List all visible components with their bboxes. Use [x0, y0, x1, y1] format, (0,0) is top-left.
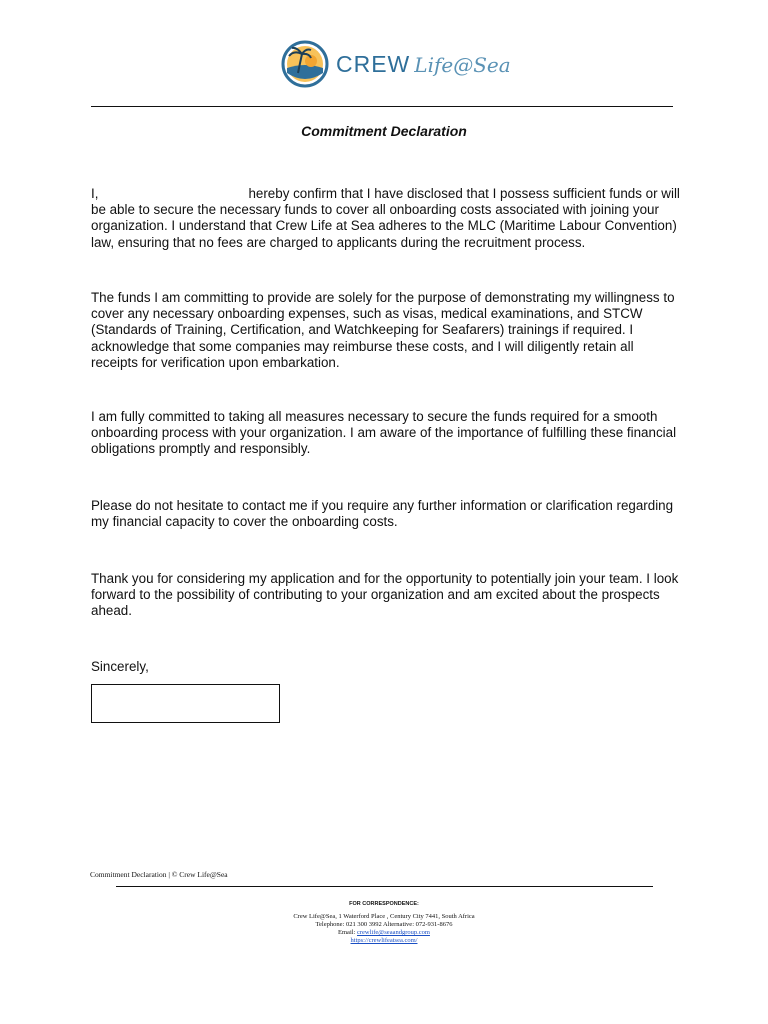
- footer-website-link[interactable]: https://crewlifeatsea.com/: [350, 937, 418, 944]
- brand-word: CREW: [336, 50, 411, 77]
- paragraph-1: [91, 186, 681, 251]
- footer-email-label: Email:: [338, 929, 356, 936]
- paragraph-4: Please do not hesitate to contact me if you require any further information or clarification regarding my financial capacity to cover the onboarding costs.: [91, 498, 674, 530]
- salutation-prefix: I,: [91, 186, 99, 201]
- paragraph-1-text: hereby confirm that I have disclosed that I possess sufficient funds or will be able to secure the necessary funds to cover all onboarding costs associated with joining your organization. I understand that Crew Life at Sea adheres to the MLC (Maritime Labour Convention) law, ensuring that no fees are charged to applicants during the recruitment process.: [91, 186, 680, 250]
- brand-script: Life@Sea: [414, 52, 511, 77]
- footer-telephone: Telephone: 021 300 3992 Alternative: 072-931-8676: [315, 921, 453, 928]
- signature-box[interactable]: [91, 684, 280, 723]
- palm-tree-island-emblem-icon: [280, 39, 330, 89]
- document-title: Commitment Declaration: [301, 123, 467, 139]
- footer-website-line: [0, 937, 768, 945]
- footer-address: Crew Life@Sea, 1 Waterford Place , Century City 7441, South Africa: [293, 913, 475, 920]
- paragraph-5: Thank you for considering my application and for the opportunity to potentially join your team. I look forward to the possibility of contributing to your organization and am excited about the prospects ahead.: [91, 571, 679, 619]
- paragraph-3: I am fully committed to taking all measures necessary to secure the funds required for a smooth onboarding process with your organization. I am aware of the importance of fulfilling these financial obligations promptly and responsibly.: [91, 409, 677, 457]
- header-divider: [91, 106, 673, 107]
- footer-email-line: [0, 929, 768, 937]
- correspondence-heading: FOR CORRESPONDENCE:: [349, 901, 419, 907]
- footer-email-link[interactable]: crewlife@seaandgroup.com: [357, 929, 430, 936]
- brand-name: [336, 51, 511, 78]
- company-logo: [280, 36, 511, 92]
- footer-label: Commitment Declaration | © Crew Life@Sea: [90, 870, 228, 879]
- footer-divider: [116, 886, 653, 887]
- paragraph-2: The funds I am committing to provide are solely for the purpose of demonstrating my willingness to cover any necessary onboarding expenses, such as visas, medical examinations, and STCW (Standards of Training, Certification, and Watchkeeping for Seafarers) trainings if required. I acknowledge that some companies may reimburse these costs, and I will diligently retain all receipts for verification upon embarkation.: [91, 290, 675, 370]
- closing-text: Sincerely,: [91, 659, 149, 674]
